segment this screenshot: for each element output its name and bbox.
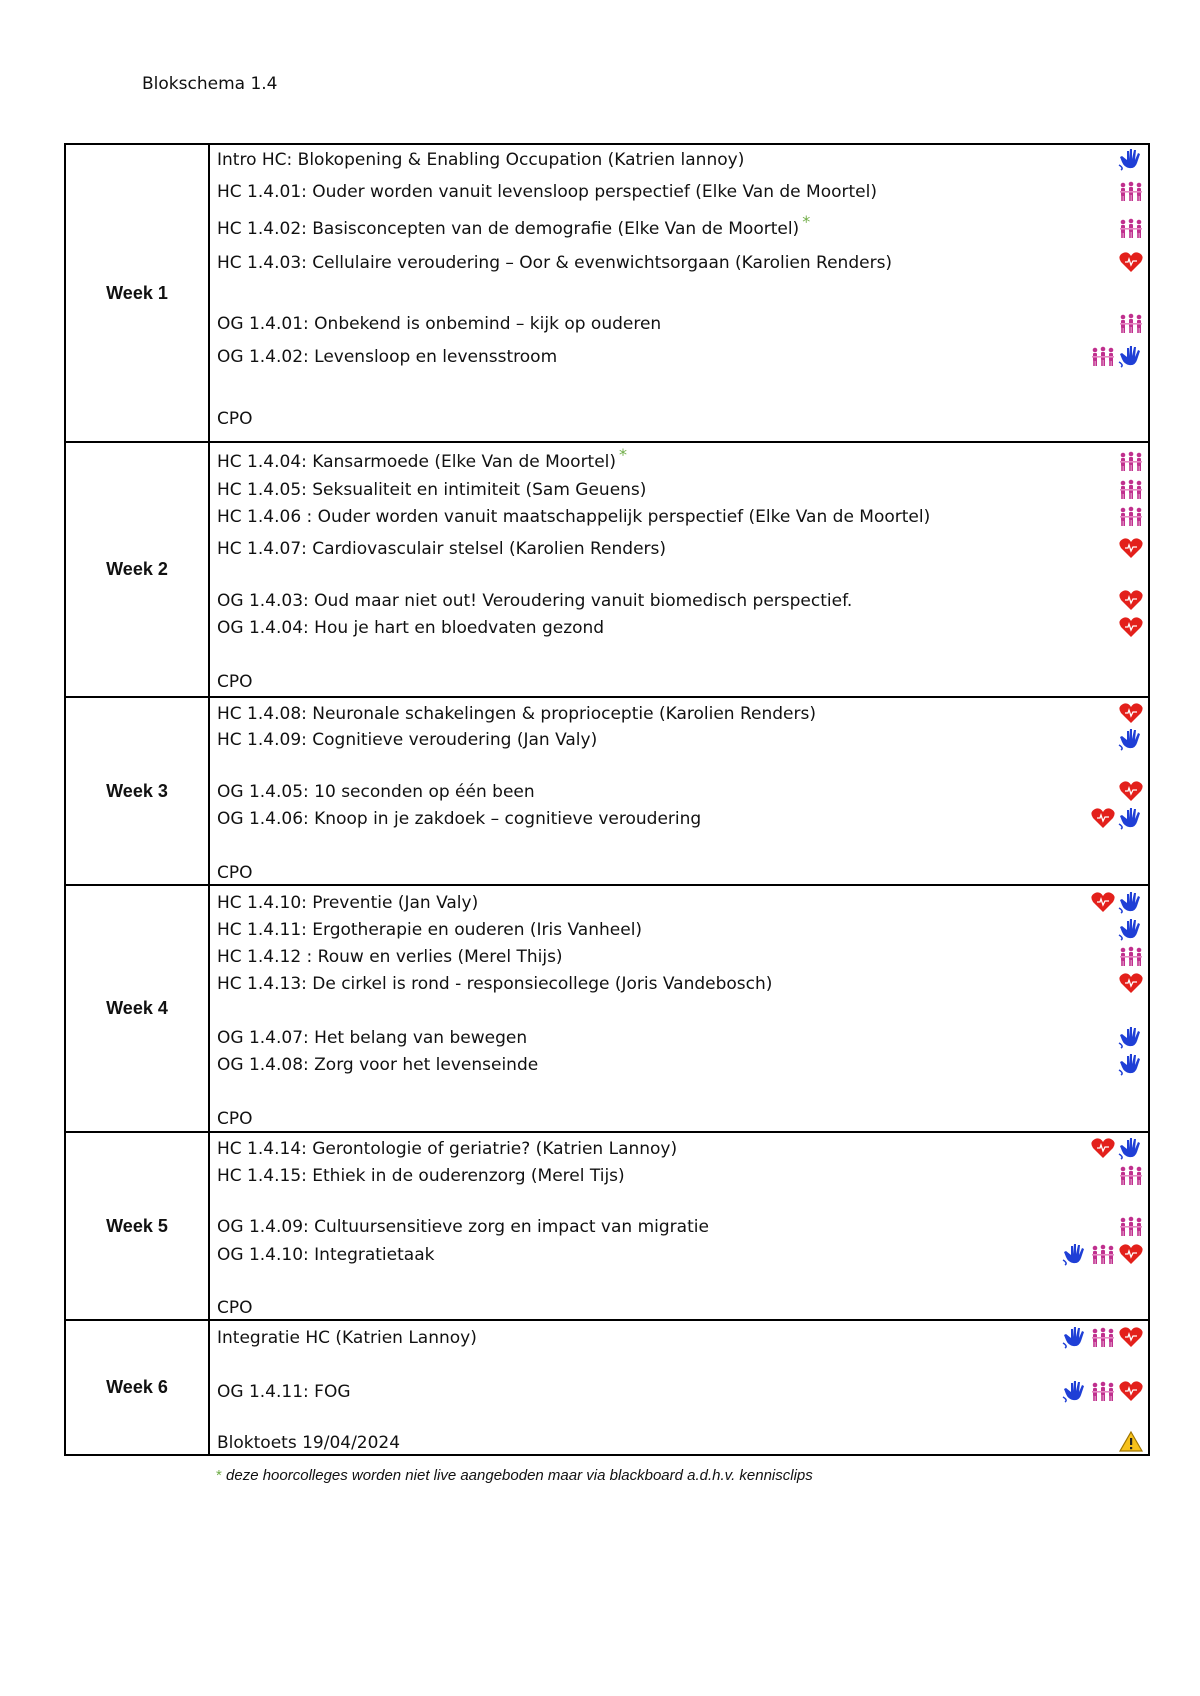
session-text: CPO xyxy=(217,1298,253,1318)
heart-icon xyxy=(1118,971,1144,999)
week-row xyxy=(65,885,1149,1132)
session-icons xyxy=(1090,890,1144,918)
session-title xyxy=(217,507,930,527)
week-content-cell xyxy=(209,1132,1149,1320)
people-icon xyxy=(1090,1242,1116,1270)
week-label: Week 1 xyxy=(65,144,209,442)
session-text: OG 1.4.06: Knoop in je zakdoek – cognitieve veroudering xyxy=(217,809,702,829)
block-schedule-table xyxy=(64,143,1150,1456)
heart-icon xyxy=(1118,536,1144,564)
session-text: OG 1.4.09: Cultuursensitieve zorg en impact van migratie xyxy=(217,1217,709,1237)
session-title xyxy=(217,1028,527,1048)
session-text: HC 1.4.10: Preventie (Jan Valy) xyxy=(217,893,479,913)
session-title xyxy=(217,730,597,750)
session-text: OG 1.4.10: Integratietaak xyxy=(217,1245,435,1265)
session-text: CPO xyxy=(217,1109,253,1129)
heart-icon xyxy=(1118,1242,1144,1270)
session-title xyxy=(217,672,253,692)
session-icons xyxy=(1118,147,1144,175)
session-text: Bloktoets 19/04/2024 xyxy=(217,1433,401,1453)
session-icons xyxy=(1118,779,1144,807)
week-label: Week 6 xyxy=(65,1320,209,1455)
session-text: HC 1.4.14: Gerontologie of geriatrie? (Katrien Lannoy) xyxy=(217,1139,678,1159)
week-label: Week 3 xyxy=(65,697,209,885)
session-text: HC 1.4.08: Neuronale schakelingen & proprioceptie (Karolien Renders) xyxy=(217,704,816,724)
heart-icon xyxy=(1090,890,1116,918)
session-icons xyxy=(1062,1325,1144,1353)
session-title xyxy=(217,150,744,170)
session-text: OG 1.4.01: Onbekend is onbemind – kijk op ouderen xyxy=(217,314,662,334)
session-title xyxy=(217,782,535,802)
week-row xyxy=(65,697,1149,885)
session-text: Integratie HC (Katrien Lannoy) xyxy=(217,1328,477,1348)
session-icons xyxy=(1118,179,1144,207)
online-star-marker: * xyxy=(619,445,628,464)
session-text: OG 1.4.08: Zorg voor het levenseinde xyxy=(217,1055,539,1075)
footnote-text: deze hoorcolleges worden niet live aangeboden maar via blackboard a.d.h.v. kennisclips xyxy=(226,1467,813,1484)
heart-icon xyxy=(1118,250,1144,278)
session-title xyxy=(217,947,563,967)
people-icon xyxy=(1118,1214,1144,1242)
session-text: HC 1.4.13: De cirkel is rond - responsiecollege (Joris Vandebosch) xyxy=(217,974,773,994)
session-text: OG 1.4.07: Het belang van bewegen xyxy=(217,1028,528,1048)
online-star-marker: * xyxy=(802,212,811,231)
warning-icon xyxy=(1118,1430,1144,1458)
session-icons xyxy=(1118,917,1144,945)
session-title xyxy=(217,974,772,994)
session-icons xyxy=(1062,1379,1144,1407)
people-icon xyxy=(1090,1379,1116,1407)
hand-icon xyxy=(1118,1025,1144,1053)
session-text: HC 1.4.02: Basisconcepten van de demografie (Elke Van de Moortel) xyxy=(217,219,800,239)
session-icons xyxy=(1090,806,1144,834)
footnote xyxy=(216,1467,813,1484)
week-content-cell xyxy=(209,442,1149,697)
heart-icon xyxy=(1118,1379,1144,1407)
session-text: HC 1.4.01: Ouder worden vanuit levensloop perspectief (Elke Van de Moortel) xyxy=(217,182,877,202)
session-title xyxy=(217,409,253,429)
session-text: OG 1.4.04: Hou je hart en bloedvaten gezond xyxy=(217,618,605,638)
session-title xyxy=(217,182,877,202)
heart-icon xyxy=(1118,701,1144,729)
session-icons xyxy=(1118,727,1144,755)
session-title xyxy=(217,863,253,883)
people-icon xyxy=(1118,311,1144,339)
session-title xyxy=(217,1328,477,1348)
session-icons xyxy=(1118,944,1144,972)
hand-icon xyxy=(1062,1379,1088,1407)
session-icons xyxy=(1118,701,1144,729)
session-text: HC 1.4.03: Cellulaire veroudering – Oor & evenwichtsorgaan (Karolien Renders) xyxy=(217,253,893,273)
hand-icon xyxy=(1062,1242,1088,1270)
hand-icon xyxy=(1118,1052,1144,1080)
session-title xyxy=(217,1245,434,1265)
people-icon xyxy=(1118,477,1144,505)
session-text: HC 1.4.04: Kansarmoede (Elke Van de Moortel) xyxy=(217,452,617,472)
week-row xyxy=(65,442,1149,697)
footnote-star: * xyxy=(216,1467,222,1484)
session-icons xyxy=(1118,1214,1144,1242)
hand-icon xyxy=(1062,1325,1088,1353)
people-icon xyxy=(1090,1325,1116,1353)
heart-icon xyxy=(1118,588,1144,616)
session-icons xyxy=(1118,971,1144,999)
people-icon xyxy=(1090,344,1116,372)
session-text: OG 1.4.11: FOG xyxy=(217,1382,351,1402)
session-title xyxy=(217,920,642,940)
session-icons xyxy=(1118,588,1144,616)
session-title xyxy=(217,314,661,334)
hand-icon xyxy=(1118,890,1144,918)
week-row xyxy=(65,1320,1149,1455)
hand-icon xyxy=(1118,1136,1144,1164)
session-icons xyxy=(1118,615,1144,643)
session-text: HC 1.4.12 : Rouw en verlies (Merel Thijs) xyxy=(217,947,563,967)
heart-icon xyxy=(1118,615,1144,643)
session-text: OG 1.4.02: Levensloop en levensstroom xyxy=(217,347,558,367)
people-icon xyxy=(1118,1163,1144,1191)
session-text: HC 1.4.11: Ergotherapie en ouderen (Iris Vanheel) xyxy=(217,920,643,940)
heart-icon xyxy=(1090,1136,1116,1164)
people-icon xyxy=(1118,179,1144,207)
session-icons xyxy=(1062,1242,1144,1270)
session-title xyxy=(217,253,892,273)
session-icons xyxy=(1118,504,1144,532)
week-content-cell xyxy=(209,144,1149,442)
session-title xyxy=(217,704,816,724)
session-title xyxy=(217,1433,400,1453)
session-text: HC 1.4.07: Cardiovasculair stelsel (Karolien Renders) xyxy=(217,539,667,559)
hand-icon xyxy=(1118,917,1144,945)
session-text: Intro HC: Blokopening & Enabling Occupation (Katrien lannoy) xyxy=(217,150,745,170)
session-icons xyxy=(1118,250,1144,278)
people-icon xyxy=(1118,504,1144,532)
heart-icon xyxy=(1118,779,1144,807)
week-label: Week 5 xyxy=(65,1132,209,1320)
session-title xyxy=(217,1166,625,1186)
people-icon xyxy=(1118,449,1144,477)
hand-icon xyxy=(1118,344,1144,372)
session-title xyxy=(217,618,604,638)
session-icons xyxy=(1090,344,1144,372)
people-icon xyxy=(1118,216,1144,244)
week-content-cell xyxy=(209,1320,1149,1455)
session-title xyxy=(217,1139,677,1159)
week-label: Week 2 xyxy=(65,442,209,697)
session-icons xyxy=(1118,216,1144,244)
page-title: Blokschema 1.4 xyxy=(142,74,278,94)
session-title xyxy=(217,1055,538,1075)
people-icon xyxy=(1118,944,1144,972)
session-icons xyxy=(1118,536,1144,564)
session-title xyxy=(217,1109,253,1129)
session-title xyxy=(217,1298,253,1318)
session-title xyxy=(217,445,628,472)
session-icons xyxy=(1118,1025,1144,1053)
session-text: HC 1.4.06 : Ouder worden vanuit maatschappelijk perspectief (Elke Van de Moortel) xyxy=(217,507,931,527)
week-content-cell xyxy=(209,885,1149,1132)
hand-icon xyxy=(1118,147,1144,175)
session-title xyxy=(217,347,557,367)
session-text: CPO xyxy=(217,409,253,429)
session-text: OG 1.4.03: Oud maar niet out! Veroudering vanuit biomedisch perspectief. xyxy=(217,591,853,611)
week-label: Week 4 xyxy=(65,885,209,1132)
hand-icon xyxy=(1118,727,1144,755)
session-icons xyxy=(1118,1430,1144,1458)
week-row xyxy=(65,1132,1149,1320)
session-title xyxy=(217,1217,709,1237)
week-row xyxy=(65,144,1149,442)
session-icons xyxy=(1090,1136,1144,1164)
session-title xyxy=(217,539,666,559)
hand-icon xyxy=(1118,806,1144,834)
heart-icon xyxy=(1118,1325,1144,1353)
session-text: CPO xyxy=(217,863,253,883)
week-content-cell xyxy=(209,697,1149,885)
session-title xyxy=(217,480,646,500)
session-text: HC 1.4.05: Seksualiteit en intimiteit (Sam Geuens) xyxy=(217,480,647,500)
session-title xyxy=(217,893,478,913)
session-title xyxy=(217,809,701,829)
session-icons xyxy=(1118,449,1144,477)
session-text: HC 1.4.09: Cognitieve veroudering (Jan Valy) xyxy=(217,730,598,750)
session-title xyxy=(217,212,811,239)
session-icons xyxy=(1118,311,1144,339)
session-title xyxy=(217,1382,351,1402)
heart-icon xyxy=(1090,806,1116,834)
session-icons xyxy=(1118,1052,1144,1080)
session-icons xyxy=(1118,1163,1144,1191)
session-icons xyxy=(1118,477,1144,505)
session-title xyxy=(217,591,852,611)
session-text: OG 1.4.05: 10 seconden op één been xyxy=(217,782,535,802)
session-text: HC 1.4.15: Ethiek in de ouderenzorg (Merel Tijs) xyxy=(217,1166,625,1186)
session-text: CPO xyxy=(217,672,253,692)
